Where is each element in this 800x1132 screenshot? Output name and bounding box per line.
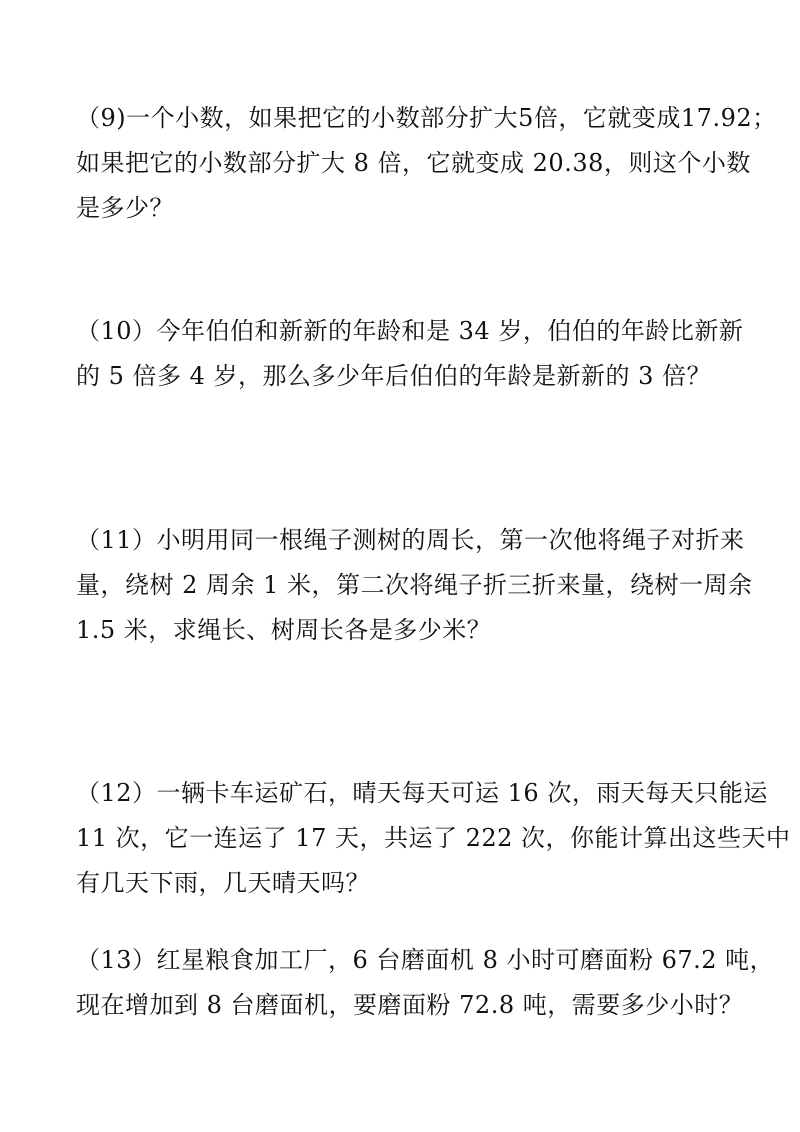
problem-11 [76, 518, 753, 653]
problem-12-line-2: 11 次，它一连运了 17 天，共运了 222 次，你能计算出这些天中 [76, 824, 791, 852]
problem-11-line-2: 量，绕树 2 周余 1 米，第二次将绳子折三折来量，绕树一周余 [76, 571, 753, 599]
problem-9-line-3: 是多少？ [76, 194, 174, 222]
problem-13-line-2: 现在增加到 8 台磨面机，要磨面粉 72.8 吨，需要多少小时？ [76, 991, 744, 1019]
problem-12-line-3: 有几天下雨，几天晴天吗？ [76, 869, 370, 897]
problem-11-line-3: 1.5 米，求绳长、树周长各是多少米？ [76, 616, 492, 644]
problem-9-line-2: 如果把它的小数部分扩大 8 倍，它就变成 20.38，则这个小数 [76, 149, 751, 177]
problem-10-line-2: 的 5 倍多 4 岁，那么多少年后伯伯的年龄是新新的 3 倍？ [76, 362, 712, 390]
problem-13 [76, 938, 775, 1028]
problem-10-line-1: （10）今年伯伯和新新的年龄和是 34 岁，伯伯的年龄比新新 [76, 317, 744, 345]
problem-10 [76, 309, 744, 399]
problem-12 [76, 771, 791, 906]
problem-9 [76, 96, 777, 231]
problem-13-line-1: （13）红星粮食加工厂，6 台磨面机 8 小时可磨面粉 67.2 吨， [76, 946, 775, 974]
problem-12-line-1: （12）一辆卡车运矿石，晴天每天可运 16 次，雨天每天只能运 [76, 779, 768, 807]
problem-11-line-1: （11）小明用同一根绳子测树的周长，第一次他将绳子对折来 [76, 526, 745, 554]
problem-9-line-1: （9)一个小数，如果把它的小数部分扩大5倍，它就变成17.92； [76, 104, 777, 132]
